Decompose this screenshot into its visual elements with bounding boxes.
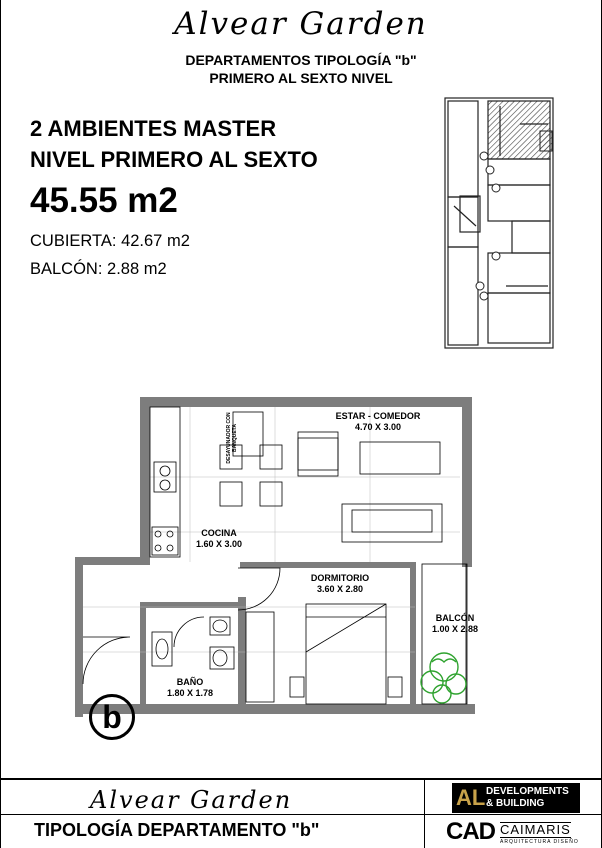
footer-divider-mid — [0, 814, 424, 815]
dormitorio-size: 3.60 X 2.80 — [316, 584, 364, 594]
bar-note: DESAYUNADOR CON BANQUETA — [226, 412, 238, 464]
developer-logo-mark: AL — [456, 785, 486, 810]
total-area: 45.55 m2 — [30, 181, 178, 220]
architect-logo-mark: CAD — [446, 818, 495, 845]
estar-size: 4.70 X 3.00 — [354, 422, 402, 432]
bano-size: 1.80 X 1.78 — [166, 688, 214, 698]
estar-name: ESTAR - COMEDOR — [335, 411, 421, 421]
wall-left-step — [75, 557, 150, 565]
wall-bano-left — [140, 602, 146, 707]
unit-type: 2 AMBIENTES MASTER — [30, 116, 277, 141]
wall-dormitorio-right — [410, 562, 416, 707]
subtitle-typology: DEPARTAMENTOS TIPOLOGÍA "b" — [185, 52, 417, 68]
wall-top — [140, 397, 470, 407]
cocina-name: COCINA — [201, 528, 237, 538]
wall-left-upper — [140, 397, 150, 562]
dormitorio-name: DORMITORIO — [310, 573, 370, 583]
cocina-size: 1.60 X 3.00 — [195, 539, 243, 549]
footer-divider-top — [0, 778, 602, 780]
brand-title: Alvear Garden — [174, 6, 428, 42]
subtitle-levels: PRIMERO AL SEXTO NIVEL — [209, 70, 393, 86]
footer-divider-vertical — [424, 778, 425, 848]
wall-right-upper — [462, 397, 472, 567]
covered-area: CUBIERTA: 42.67 m2 — [30, 232, 190, 250]
architect-logo-name: CAIMARIS — [500, 822, 571, 837]
unit-levels: NIVEL PRIMERO AL SEXTO — [30, 147, 318, 172]
bano-name: BAÑO — [176, 677, 204, 687]
developer-logo-line2: & BUILDING — [486, 798, 545, 809]
footer-title: TIPOLOGÍA DEPARTAMENTO "b" — [34, 820, 320, 840]
building-key-plan — [440, 96, 560, 352]
architect-logo-sub: ARQUITECTURA DISEÑO — [500, 839, 579, 845]
wall-left-lower — [75, 557, 83, 717]
wall-dormitorio-top — [240, 562, 415, 568]
footer-divider-right — [424, 814, 602, 815]
unit-badge: b — [89, 694, 135, 740]
developer-logo — [452, 783, 580, 813]
developer-logo-line1: DEVELOPMENTS — [486, 786, 569, 797]
balcon-name: BALCÓN — [435, 613, 475, 623]
footer-brand: Alvear Garden — [90, 786, 293, 814]
balcony-area: BALCÓN: 2.88 m2 — [30, 260, 167, 278]
page-border-left — [0, 0, 1, 848]
balcon-size: 1.00 X 2.88 — [431, 624, 479, 634]
